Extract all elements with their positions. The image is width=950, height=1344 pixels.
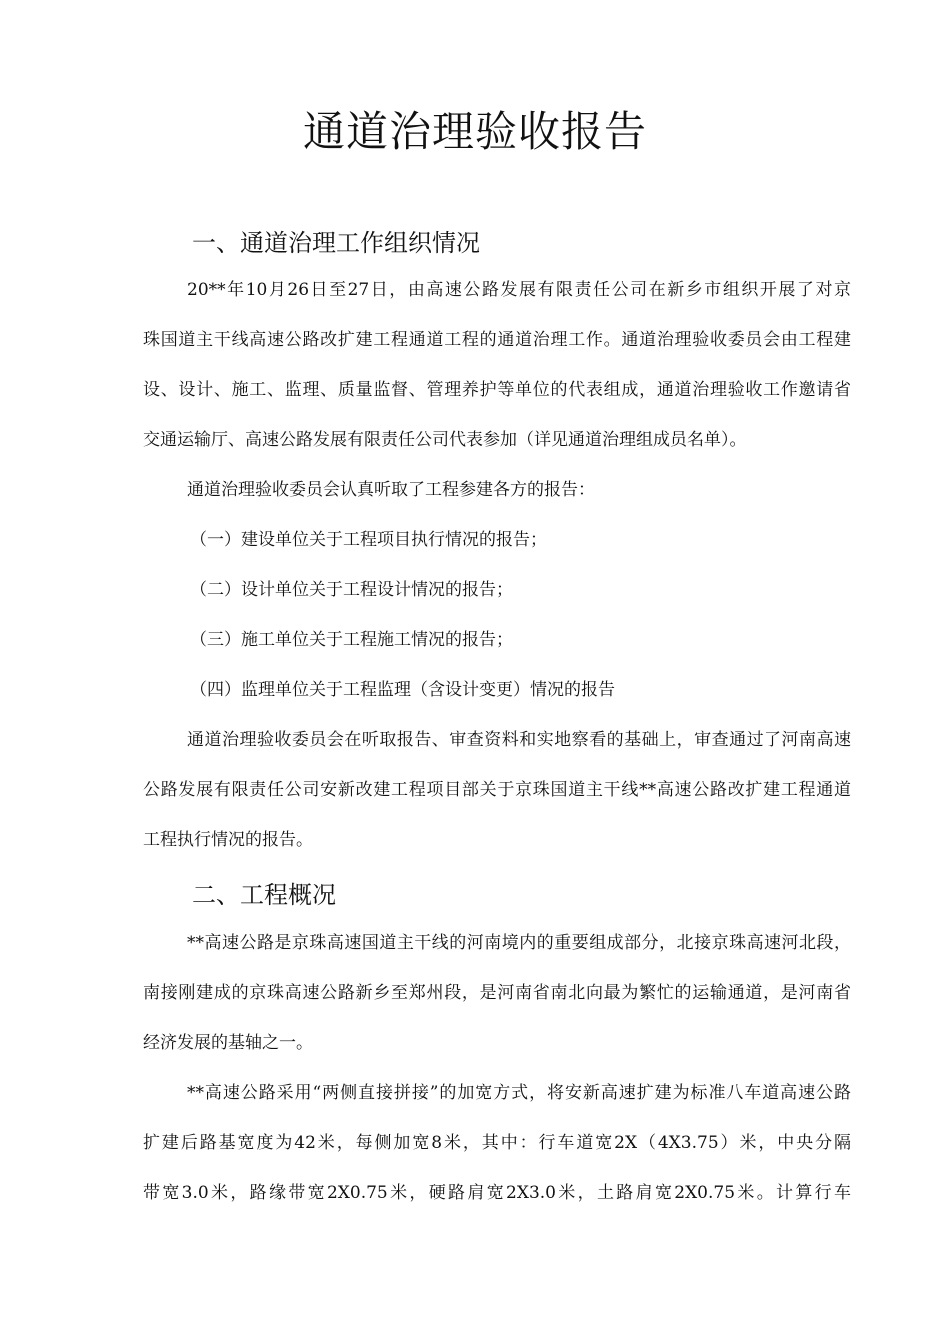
section-heading-overview: 二、工程概况 bbox=[192, 881, 336, 909]
paragraph-line: 交通运输厅、高速公路发展有限责任公司代表参加（详见通道治理组成员名单）。 bbox=[143, 430, 747, 450]
document-title: 通道治理验收报告 bbox=[302, 107, 647, 156]
section-heading-organization: 一、通道治理工作组织情况 bbox=[192, 229, 480, 257]
paragraph-line: 经济发展的基轴之一。 bbox=[143, 1033, 313, 1053]
list-item: （一）建设单位关于工程项目执行情况的报告； bbox=[190, 530, 547, 550]
paragraph-line: 通道治理验收委员会在听取报告、审查资料和实地察看的基础上，审查通过了河南高速 bbox=[187, 730, 851, 750]
paragraph-line: 20**年10月26日至27日，由高速公路发展有限责任公司在新乡市组织开展了对京 bbox=[187, 280, 851, 300]
list-item: （四）监理单位关于工程监理（含设计变更）情况的报告 bbox=[190, 680, 615, 700]
paragraph-line: **高速公路采用“两侧直接拼接”的加宽方式，将安新高速扩建为标准八车道高速公路 bbox=[187, 1083, 851, 1103]
paragraph-line: 设、设计、施工、监理、质量监督、管理养护等单位的代表组成，通道治理验收工作邀请省 bbox=[143, 380, 851, 400]
paragraph-line: 南接刚建成的京珠高速公路新乡至郑州段，是河南省南北向最为繁忙的运输通道，是河南省 bbox=[143, 983, 851, 1003]
list-item: （二）设计单位关于工程设计情况的报告； bbox=[190, 580, 513, 600]
paragraph-line: **高速公路是京珠高速国道主干线的河南境内的重要组成部分，北接京珠高速河北段， bbox=[187, 933, 851, 953]
paragraph-line: 公路发展有限责任公司安新改建工程项目部关于京珠国道主干线**高速公路改扩建工程通道 bbox=[143, 780, 851, 800]
paragraph-line: 工程执行情况的报告。 bbox=[143, 830, 313, 850]
list-item: （三）施工单位关于工程施工情况的报告； bbox=[190, 630, 513, 650]
paragraph-line: 扩建后路基宽度为42米，每侧加宽8米，其中：行车道宽2X（4X3.75）米，中央分隔 bbox=[143, 1133, 851, 1153]
paragraph-line: 带宽3.0米，路缘带宽2X0.75米，硬路肩宽2X3.0米，土路肩宽2X0.75米。计算行车 bbox=[143, 1183, 851, 1203]
paragraph-line: 通道治理验收委员会认真听取了工程参建各方的报告： bbox=[187, 480, 595, 500]
paragraph-line: 珠国道主干线高速公路改扩建工程通道工程的通道治理工作。通道治理验收委员会由工程建 bbox=[143, 330, 851, 350]
